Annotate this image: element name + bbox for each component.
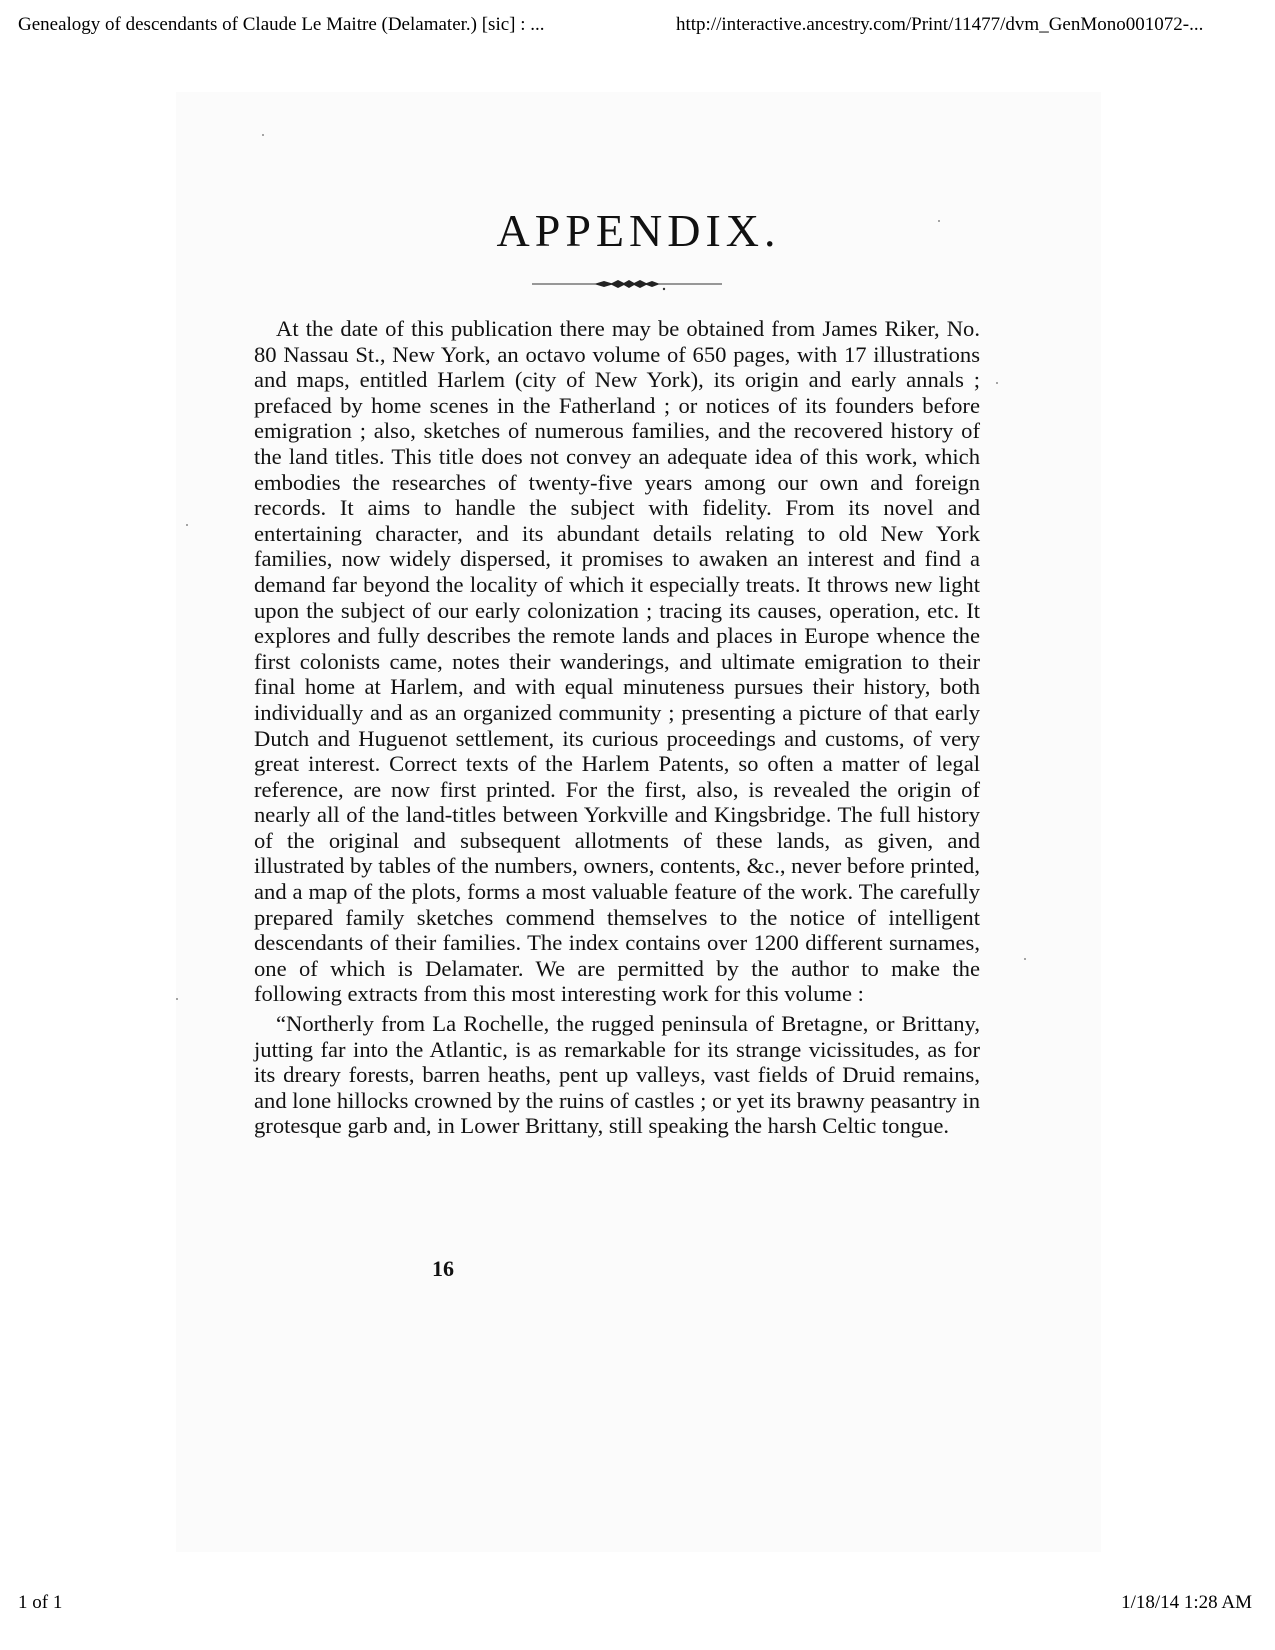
scan-speck [262,134,264,136]
scanned-page [176,92,1101,1552]
paragraph-1: At the date of this publication there may be obtained from James Riker, No. 80 Nassau St., New York, an octavo volume of 650 pages, with 17 illustrations and maps, entitled Harlem (city of New York), its origin and early annals ; prefaced by home scenes in the Fatherland ; or notices of its founders before emigration ; also, sketches of numerous families, and the recovered history of the land titles. This title does not convey an adequate idea of this work, which embodies the researches of twenty-five years among our own and foreign records. It aims to handle the subject with fidelity. From its novel and entertaining character, and its abundant details relating to old New York families, now widely dispersed, it promises to awaken an interest and find a demand far beyond the locality of which it especially treats. It throws new light upon the subject of our early colonization ; tracing its causes, operation, etc. It explores and fully describes the remote lands and places in Europe whence the first colonists came, notes their wanderings, and ultimate emigration to their final home at Harlem, and with equal minuteness pursues their history, both individually and as an organized community ; presenting a picture of that early Dutch and Huguenot settlement, its curious proceedings and customs, of very great interest. Correct texts of the Harlem Patents, so often a matter of legal reference, are now first printed. For the first, also, is revealed the origin of nearly all of the land-titles between Yorkville and Kingsbridge. The full history of the original and subsequent allotments of these lands, as given, and illustrated by tables of the numbers, owners, contents, &c., never before printed, and a map of the plots, forms a most valuable feature of the work. The carefully prepared family sketches commend themselves to the notice of intelligent descendants of their families. The index contains over 1200 different surnames, one of which is Delamater. We are permitted by the author to make the following extracts from this most interesting work for this volume : [254,316,980,1007]
scan-speck [1024,958,1026,960]
print-header-url: http://interactive.ancestry.com/Print/11477/dvm_GenMono001072-... [676,14,1204,35]
scan-speck [186,524,188,526]
print-footer-timestamp: 1/18/14 1:28 AM [1121,1592,1252,1613]
scan-speck [996,382,998,384]
page-title: APPENDIX. [496,205,781,256]
print-footer-page-count: 1 of 1 [18,1592,63,1613]
body-text [254,316,980,1139]
ornament-divider [532,277,722,291]
scan-speck [938,220,940,222]
page-number: 16 [432,1256,454,1281]
scan-speck [176,998,178,1000]
print-header-title: Genealogy of descendants of Claude Le Maitre (Delamater.) [sic] : ... [18,14,545,35]
paragraph-2: “Northerly from La Rochelle, the rugged peninsula of Bretagne, or Brittany, jutting far into the Atlantic, is as remarkable for its strange vicissitudes, as for its dreary forests, barren heaths, pent up valleys, vast fields of Druid remains, and lone hillocks crowned by the ruins of castles ; or yet its brawny peasantry in grotesque garb and, in Lower Brittany, still speaking the harsh Celtic tongue. [254,1011,980,1139]
